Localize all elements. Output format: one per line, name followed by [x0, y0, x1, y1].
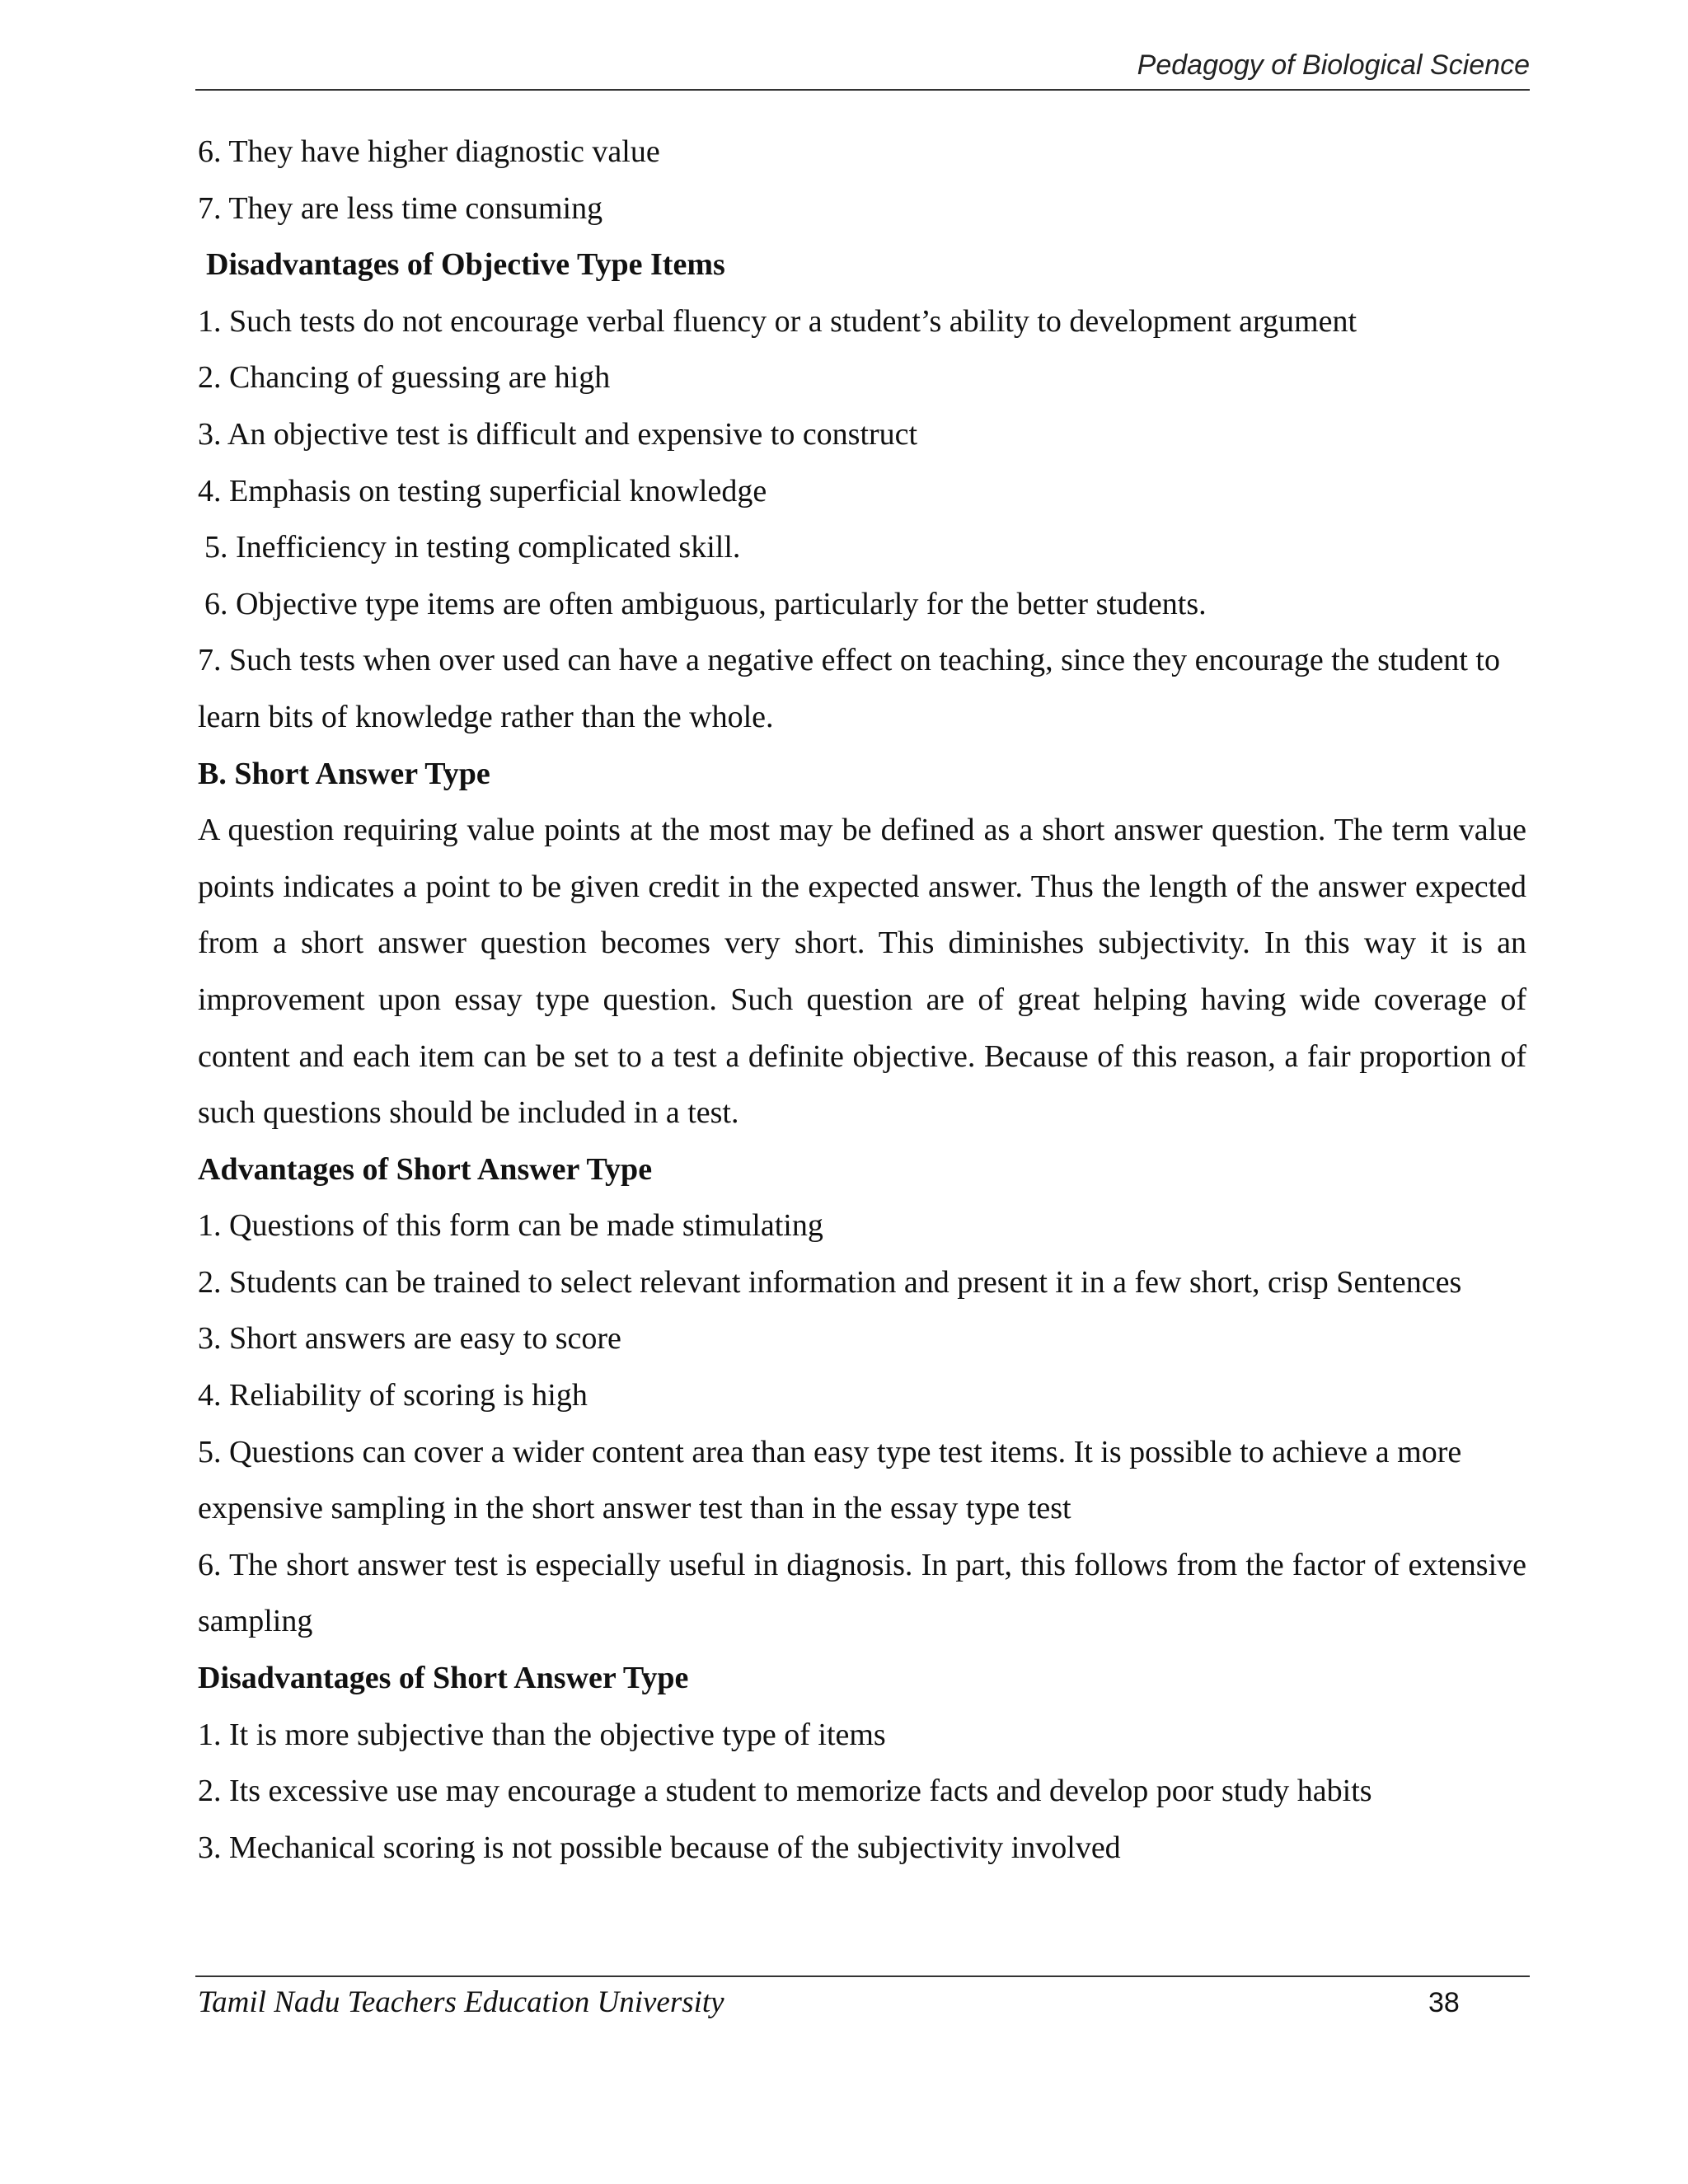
section-heading-short-answer-disadvantages: Disadvantages of Short Answer Type	[198, 1661, 689, 1696]
page-number: 38	[1428, 1987, 1460, 2018]
section-heading-short-answer-advantages: Advantages of Short Answer Type	[198, 1151, 653, 1187]
list-item: 6. Objective type items are often ambiguous, particularly for the better students.	[204, 586, 1207, 621]
list-item: 1. It is more subjective than the objective type of items	[198, 1717, 886, 1752]
list-item: 2. Its excessive use may encourage a student to memorize facts and develop poor study habits	[198, 1774, 1372, 1809]
list-item: 3. Short answers are easy to score	[198, 1321, 621, 1357]
list-item: 7. Such tests when over used can have a negative effect on teaching, since they encourage the student to learn bits of knowledge rather than the whole.	[198, 643, 1500, 734]
list-item: 6. They have higher diagnostic value	[198, 134, 660, 169]
list-item: 4. Emphasis on testing superficial knowledge	[198, 473, 767, 509]
list-item: 2. Students can be trained to select relevant information and present it in a few short, crisp Sentences	[198, 1264, 1462, 1300]
list-item: 4. Reliability of scoring is high	[198, 1378, 588, 1413]
list-item: 1. Questions of this form can be made stimulating	[198, 1208, 823, 1244]
list-item: 5. Inefficiency in testing complicated skill.	[204, 530, 741, 565]
section-heading-short-answer: B. Short Answer Type	[198, 756, 490, 791]
list-item: 2. Chancing of guessing are high	[198, 360, 611, 396]
paragraph: A question requiring value points at the most may be defined as a short answer question. The term value points indicates a point to be given credit in the expected answer. Thus the length of the answer expected from a short answer question becomes very short. This diminishes subjectivity. In this way it is an improvement upon essay type question. Such question are of great helping having wide coverage of content and each item can be set to a test a definite objective. Because of this reason, a fair proportion of such questions should be included in a test.	[198, 813, 1526, 1131]
header-divider	[195, 89, 1530, 91]
running-header-title: Pedagogy of Biological Science	[1137, 49, 1530, 81]
list-item: 6. The short answer test is especially useful in diagnosis. In part, this follows from the factor of extensive sampling	[198, 1547, 1526, 1639]
list-item: 3. Mechanical scoring is not possible because of the subjectivity involved	[198, 1830, 1121, 1865]
footer-institution: Tamil Nadu Teachers Education University	[198, 1985, 724, 2019]
footer-divider	[195, 1975, 1530, 1977]
list-item: 1. Such tests do not encourage verbal fluency or a student’s ability to development argument	[198, 303, 1357, 339]
list-item: 7. They are less time consuming	[198, 190, 603, 226]
section-heading-objective-disadvantages: Disadvantages of Objective Type Items	[206, 247, 725, 283]
list-item: 5. Questions can cover a wider content area than easy type test items. It is possible to achieve a more expensive sampling in the short answer test than in the essay type test	[198, 1434, 1462, 1526]
page-body	[198, 124, 1526, 1876]
list-item: 3. An objective test is difficult and expensive to construct	[198, 416, 918, 452]
